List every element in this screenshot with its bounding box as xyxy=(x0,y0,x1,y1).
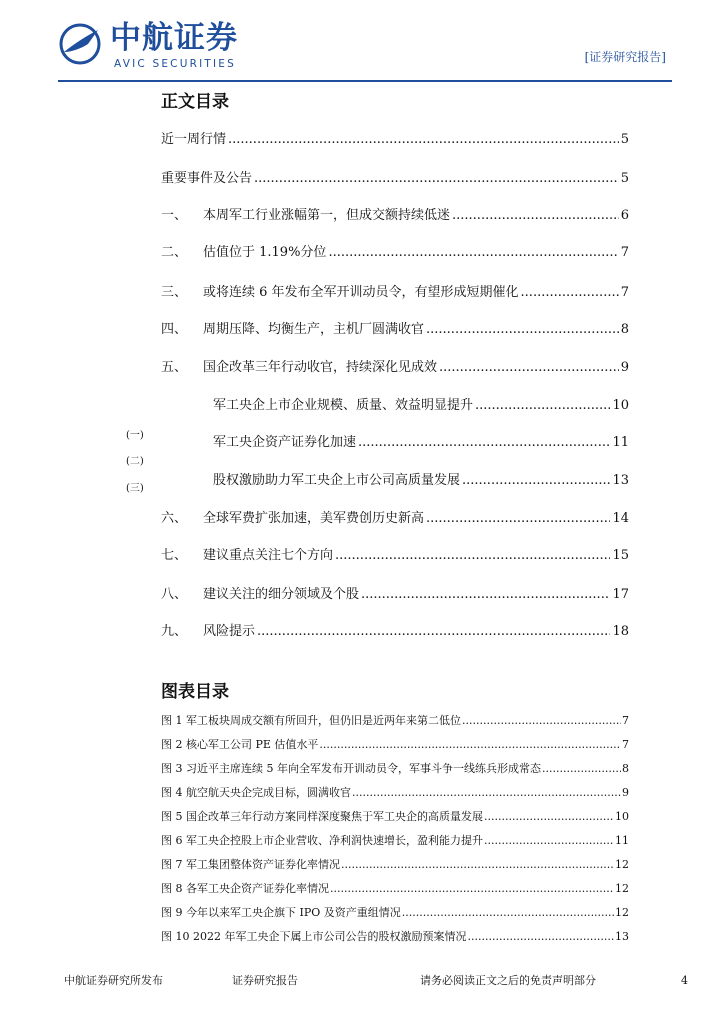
toc-item[interactable]: 五、 国企改革三年行动收官，持续深化见成效 ..... 9 xyxy=(161,359,629,377)
toc-item[interactable]: 九、 风险提示 ..... 18 xyxy=(161,623,629,641)
avic-logo-icon xyxy=(58,22,102,66)
figure-list-title: 图表目录 xyxy=(161,682,229,702)
toc-item[interactable]: 七、 建议重点关注七个方向 ..... 15 xyxy=(161,547,629,565)
figure-item[interactable]: 图 7 军工集团整体资产证券化率情况 ..... 12 xyxy=(161,858,629,872)
footer-report-type: 证券研究报告 xyxy=(232,974,298,987)
figure-item[interactable]: 图 2 核心军工公司 PE 估值水平 ..... 7 xyxy=(161,738,629,752)
footer-disclaimer: 请务必阅读正文之后的免责声明部分 xyxy=(420,974,596,987)
toc-item[interactable]: 四、 周期压降、均衡生产，主机厂圆满收官 ..... 8 xyxy=(161,321,629,339)
subsection-label: (二) xyxy=(126,456,144,467)
figure-item[interactable]: 图 4 航空航天央企完成目标，圆满收官 ..... 9 xyxy=(161,786,629,800)
page-header xyxy=(0,0,724,84)
toc-item[interactable]: 八、 建议关注的细分领域及个股 ..... 17 xyxy=(161,586,629,604)
toc-item[interactable]: 重要事件及公告 ..... 5 xyxy=(161,170,629,188)
figure-item[interactable]: 图 8 各军工央企资产证券化率情况 ..... 12 xyxy=(161,882,629,896)
subsection-label: (一) xyxy=(126,430,144,441)
toc-item[interactable]: 二、 估值位于 1.19%分位 ..... 7 xyxy=(161,244,629,262)
subsection-label: (三) xyxy=(126,483,144,494)
header-divider xyxy=(58,80,672,82)
toc-item[interactable]: 近一周行情 ..... 5 xyxy=(161,131,629,149)
footer-publisher: 中航证券研究所发布 xyxy=(64,974,163,987)
toc-item[interactable]: 三、 或将连续 6 年发布全军开训动员令，有望形成短期催化 ..... 7 xyxy=(161,284,629,302)
figure-item[interactable]: 图 9 今年以来军工央企旗下 IPO 及资产重组情况 ..... 12 xyxy=(161,906,629,920)
logo-english-name: AVIC SECURITIES xyxy=(114,58,236,70)
toc-title: 正文目录 xyxy=(161,92,229,112)
toc-item[interactable]: 一、 本周军工行业涨幅第一，但成交额持续低迷 ..... 6 xyxy=(161,207,629,225)
figure-item[interactable]: 图 5 国企改革三年行动方案同样深度聚焦于军工央企的高质量发展 ..... 10 xyxy=(161,810,629,824)
page-number: 4 xyxy=(681,974,688,987)
report-type-tag: [证券研究报告] xyxy=(584,50,666,64)
toc-subitem[interactable]: 股权激励助力军工央企上市公司高质量发展 ..... 13 xyxy=(213,472,629,490)
figure-item[interactable]: 图 6 军工央企控股上市企业营收、净利润快速增长，盈利能力提升 ..... 11 xyxy=(161,834,629,848)
logo-chinese-name: 中航证券 xyxy=(110,20,238,56)
figure-item[interactable]: 图 10 2022 年军工央企下属上市公司公告的股权激励预案情况 ..... 13 xyxy=(161,930,629,944)
toc-subitem[interactable]: 军工央企资产证券化加速 ..... 11 xyxy=(213,434,629,452)
figure-item[interactable]: 图 3 习近平主席连续 5 年向全军发布开训动员令，军事斗争一线练兵形成常态 ..... 8 xyxy=(161,762,629,776)
figure-item[interactable]: 图 1 军工板块周成交额有所回升，但仍旧是近两年来第二低位 ..... 7 xyxy=(161,714,629,728)
svg-text:AVIC: AVIC xyxy=(72,50,88,57)
toc-subitem[interactable]: 军工央企上市企业规模、质量、效益明显提升 ..... 10 xyxy=(213,397,629,415)
toc-item[interactable]: 六、 全球军费扩张加速，美军费创历史新高 ..... 14 xyxy=(161,510,629,528)
